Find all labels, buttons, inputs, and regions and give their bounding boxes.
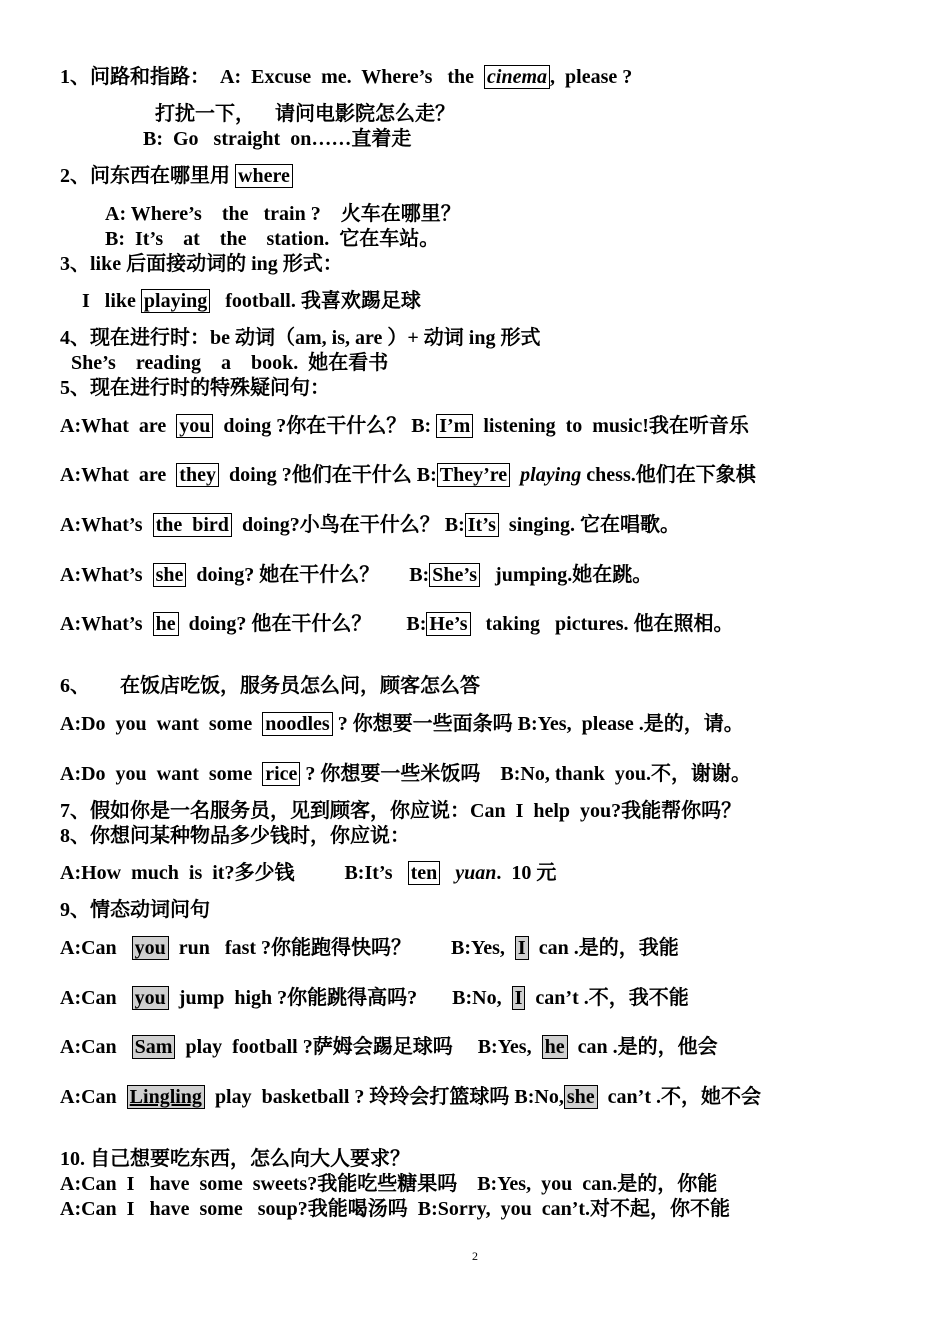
line-19: A:Do you want some rice ? 你想要一些米饭吗 B:No, thank you.不，谢谢。 — [60, 763, 752, 785]
line-7: 3、like 后面接动词的 ing 形式： — [60, 253, 343, 275]
page-number: 2 — [472, 1249, 478, 1263]
boxed-word: noodles — [262, 712, 332, 736]
line-2: 打扰一下， 请问电影院怎么走？ — [155, 103, 455, 125]
line-11: 5、现在进行时的特殊疑问句： — [60, 377, 330, 399]
line-22: A:How much is it?多少钱 B:It’s ten yuan. 10 元 — [60, 862, 557, 884]
boxed-word: the bird — [153, 513, 232, 537]
line-18: A:Do you want some noodles ? 你想要一些面条吗 B:Yes, please .是的，请。 — [60, 713, 744, 735]
shaded-box: she — [564, 1085, 598, 1109]
shaded-box: Lingling — [127, 1085, 205, 1109]
boxed-word: He’s — [426, 612, 470, 636]
shaded-box: you — [132, 936, 169, 960]
boxed-word: ten — [408, 861, 441, 885]
line-20: 7、假如你是一名服务员，见到顾客，你应说：Can I help you?我能帮你吗？ — [60, 800, 742, 822]
line-6: B: It’s at the station. 它在车站。 — [105, 228, 440, 250]
line-16: A:What’s he doing? 他在干什么？ B: He’s taking pictures. 他在照相。 — [60, 613, 734, 635]
boxed-word: they — [176, 463, 219, 487]
line-29: A:Can I have some sweets?我能吃些糖果吗 B:Yes, you can.是的，你能 — [60, 1173, 718, 1195]
shaded-box: you — [132, 986, 169, 1010]
boxed-word: She’s — [429, 563, 480, 587]
line-24: A:Can you run fast ?你能跑得快吗？ B:Yes, I can .是的，我能 — [60, 937, 679, 959]
line-4: 2、问东西在哪里用 where — [60, 163, 293, 189]
boxed-word: he — [153, 612, 179, 636]
line-26: A:Can Sam play football ?萨姆会踢足球吗 B:Yes, he can .是的，他会 — [60, 1036, 718, 1058]
boxed-word: rice — [262, 762, 300, 786]
line-27: A:Can Lingling play basketball ? 玲玲会打篮球吗 B:No, she can’t .不，她不会 — [60, 1086, 761, 1108]
boxed-word: It’s — [465, 513, 499, 537]
line-5: A: Where’s the train ? 火车在哪里？ — [105, 203, 461, 225]
line-14: A:What’s the bird doing?小鸟在干什么？ B: It’s singing. 它在唱歌。 — [60, 514, 681, 536]
line-3: B: Go straight on……直着走 — [143, 128, 412, 150]
line-8: I like playing football. 我喜欢踢足球 — [82, 290, 421, 312]
line-30: A:Can I have some soup?我能喝汤吗 B:Sorry, you can’t.对不起，你不能 — [60, 1198, 731, 1220]
boxed-word: where — [235, 164, 293, 188]
boxed-word: They’re — [437, 463, 510, 487]
line-9: 4、现在进行时：be 动词（am, is, are ）+ 动词 ing 形式 — [60, 327, 541, 349]
line-12: A:What are you doing ?你在干什么？ B: I’m listening to music!我在听音乐 — [60, 415, 749, 437]
line-1: 1、问路和指路： A: Excuse me. Where’s the cinema , please ? — [60, 66, 633, 88]
boxed-word: she — [153, 563, 187, 587]
shaded-box: I — [512, 986, 526, 1010]
line-10: She’s reading a book. 她在看书 — [71, 352, 389, 374]
boxed-word: playing — [141, 289, 210, 313]
line-28: 10. 自己想要吃东西，怎么向大人要求？ — [60, 1148, 410, 1170]
boxed-word: cinema — [484, 65, 550, 89]
line-25: A:Can you jump high ?你能跳得高吗? B:No, I can’t .不，我不能 — [60, 987, 689, 1009]
line-23: 9、情态动词问句 — [60, 899, 210, 921]
line-15: A:What’s she doing? 她在干什么？ B: She’s jumping.她在跳。 — [60, 564, 653, 586]
line-17: 6、 在饭店吃饭，服务员怎么问，顾客怎么答 — [60, 675, 480, 697]
shaded-box: Sam — [132, 1035, 176, 1059]
shaded-box: I — [515, 936, 529, 960]
line-13: A:What are they doing ?他们在干什么 B: They’re playing chess.他们在下象棋 — [60, 464, 756, 486]
shaded-box: he — [542, 1035, 568, 1059]
boxed-word: you — [176, 414, 213, 438]
boxed-word: I’m — [436, 414, 473, 438]
line-21: 8、你想问某种物品多少钱时，你应说： — [60, 825, 410, 847]
